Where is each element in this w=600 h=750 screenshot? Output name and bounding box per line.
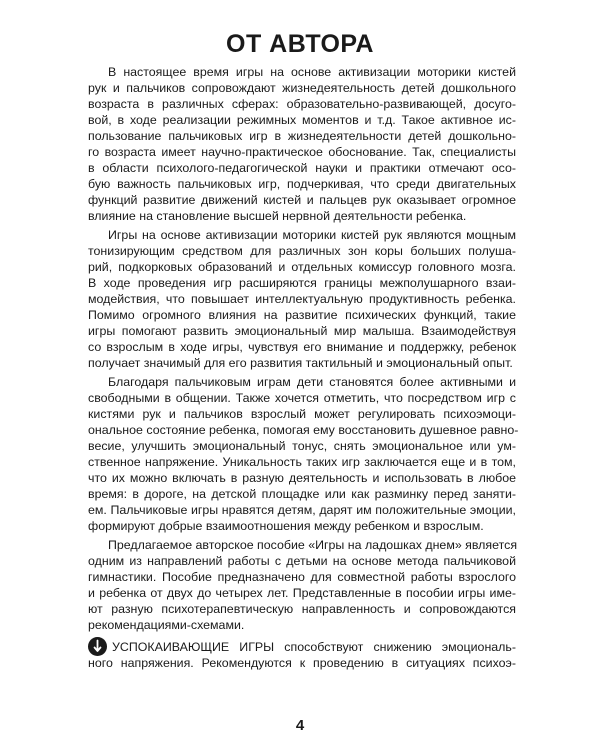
text-line: Помимо огромного влияния на развитие психических функций, такие [88,308,516,322]
text-line: Игры на основе активизации моторики кистей рук являются мощным [108,228,516,242]
text-line: пользование пальчиковых игр в жизнедеятельности детей дошкольно- [88,129,516,143]
text-line: получает значимый для его развития тактильный и эмоциональный опыт. [88,356,513,370]
text-line: тонизирующим средством для различных зон коры больших полуша- [88,244,516,258]
text-line: весие, улучшить эмоциональный тонус, снять эмоциональное или ум- [88,439,516,453]
text-line: и ребенка от двух до четырех лет. Представленные в пособии игры име- [88,586,516,600]
text-line: ют разную психотерапевтическую направленность и сопровождаются [88,602,516,616]
text-line: го возраста имеет научно-практическое обоснование. Так, специалисты [88,145,516,159]
text-line: Благодаря пальчиковым играм дети становятся более активными и [108,375,516,389]
text-line: В ходе проведения игр расширяются границы межполушарного взаи- [88,276,516,290]
text-line: время: в дороге, на детской площадке или как разминку перед заняти- [88,487,516,501]
text-line: возраста в различных сферах: образовательно-развивающей, досуго- [88,97,516,111]
text-line: что их можно включать в разную деятельность и использовать в любое [88,471,516,485]
text-line: вой, в ходе реализации режимных моментов и т.д. Такое активное ис- [88,113,516,127]
text-line: одним из направлений работы с детьми на основе метода пальчиковой [88,554,516,568]
text-line: игры помогают развить эмоциональный мир малыша. Взаимодействуя [88,324,516,338]
text-line: ем. Пальчиковые игры нравятся детям, дарят им положительные эмоции, [88,503,516,517]
page-number: 4 [295,717,305,734]
arrow-down-circle-icon [88,637,107,656]
text-line: формируют добрые взаимоотношения между ребенком и взрослым. [88,519,484,533]
text-line: функций развитие движений кистей и пальцев рук оказывает огромное [88,193,516,207]
text-line: Предлагаемое авторское пособие «Игры на ладошках днем» является [108,538,518,552]
text-line: гимнастики. Пособие предназначено для совместной работы взрослого [88,570,516,584]
text-line: бую важность пальчиковых игр, подчеркивая, что среди двигательных [88,177,516,191]
text-line: ного напряжения. Рекомендуются к проведению в ситуациях психоэ- [88,656,516,670]
calming-games-text: способствуют снижению эмоциональ- [274,640,516,654]
text-line: рук и пальчиков сопровождают жизнедеятельность детей дошкольного [88,81,516,95]
text-line: В настоящее время игры на основе активизации моторики кистей [108,65,516,79]
text-line: влияние на становление высшей нервной деятельности ребенка. [88,209,467,223]
text-line: ональное состояние ребенка, помогая ему восстановить душевное равно- [88,423,519,437]
text-line: ственное напряжение. Уникальность таких игр заключается еще и в том, [88,455,516,469]
text-line: рекомендациями-схемами. [88,618,245,632]
page-title: ОТ АВТОРА [226,30,374,58]
calming-games-line [112,639,516,655]
text-line: со взрослым в ходе игры, чувствуя его внимание и поддержку, ребенок [88,340,516,354]
text-line: рий, подкорковых образований и отдельных комиссур головного мозга. [88,260,516,274]
calming-games-heading: УСПОКАИВАЮЩИЕ ИГРЫ [112,640,275,654]
text-line: модействия, что повышает интеллектуальную продуктивность ребенка. [88,292,516,306]
text-line: свободными в общении. Также хочется отметить, что посредством игр с [88,391,516,405]
text-line: в области психолого-педагогической науки и практики отмечают осо- [88,161,516,175]
text-line: кистями рук и пальчиков взрослый может регулировать психоэмоци- [88,407,516,421]
